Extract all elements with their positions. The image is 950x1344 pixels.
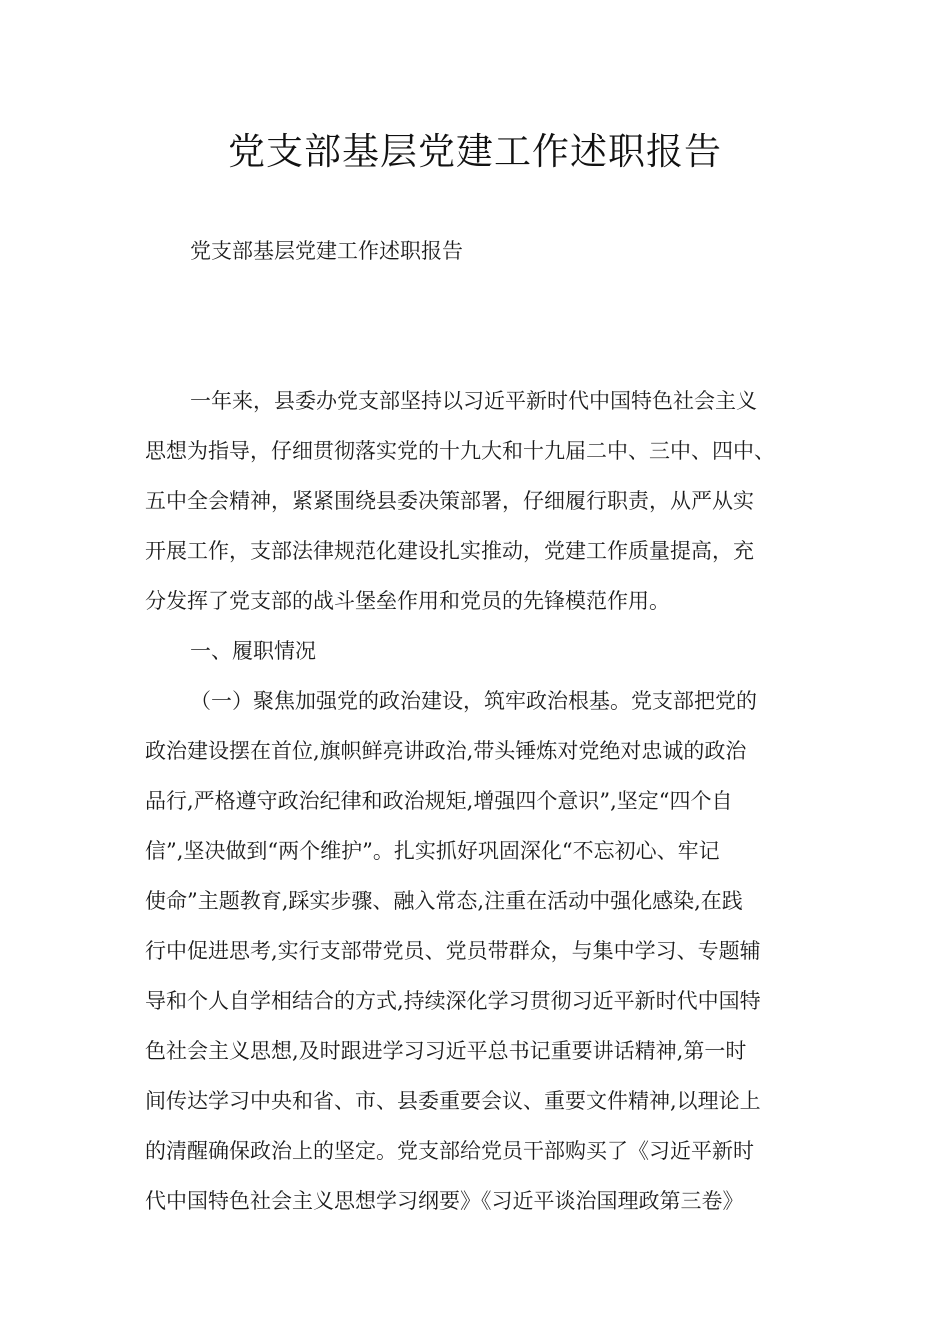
paragraph-line: 一年来，县委办党支部坚持以习近平新时代中国特色社会主义 — [190, 389, 757, 413]
paragraph-line: 五中全会精神，紧紧围绕县委决策部署，仔细履行职责，从严从实 — [145, 489, 754, 513]
paragraph-line: 政治建设摆在首位,旗帜鲜亮讲政治,带头锤炼对党绝对忠诚的政治 — [145, 739, 747, 763]
paragraph-line: 分发挥了党支部的战斗堡垒作用和党员的先锋模范作用。 — [145, 589, 670, 613]
paragraph-line: 代中国特色社会主义思想学习纲要》《习近平谈治国理政第三卷》 — [145, 1189, 744, 1213]
paragraph-line: 行中促进思考,实行支部带党员、党员带群众，与集中学习、专题辅 — [145, 939, 761, 963]
section-heading: 一、履职情况 — [190, 639, 316, 663]
paragraph-line: 品行,严格遵守政治纪律和政治规矩,增强四个意识”,坚定“四个自 — [145, 789, 733, 813]
paragraph-line: 色社会主义思想,及时跟进学习习近平总书记重要讲话精神,第一时 — [145, 1039, 747, 1063]
paragraph-line: 信”,坚决做到“两个维护”。扎实抓好巩固深化“不忘初心、牢记 — [145, 839, 720, 863]
document-subtitle: 党支部基层党建工作述职报告 — [190, 239, 463, 263]
paragraph-line: 使命”主题教育,踩实步骤、融入常态,注重在活动中强化感染,在践 — [145, 889, 743, 913]
paragraph-line: （一）聚焦加强党的政治建设，筑牢政治根基。党支部把党的 — [190, 689, 757, 713]
paragraph-line: 导和个人自学相结合的方式,持续深化学习贯彻习近平新时代中国特 — [145, 989, 761, 1013]
document-title: 党支部基层党建工作述职报告 — [228, 130, 722, 173]
paragraph-line: 思想为指导，仔细贯彻落实党的十九大和十九届二中、三中、四中、 — [145, 439, 775, 463]
paragraph-line: 的清醒确保政治上的坚定。党支部给党员干部购买了《习近平新时 — [145, 1139, 754, 1163]
paragraph-line: 开展工作，支部法律规范化建设扎实推动，党建工作质量提高，充 — [145, 539, 754, 563]
paragraph-line: 间传达学习中央和省、市、县委重要会议、重要文件精神,以理论上 — [145, 1089, 761, 1113]
